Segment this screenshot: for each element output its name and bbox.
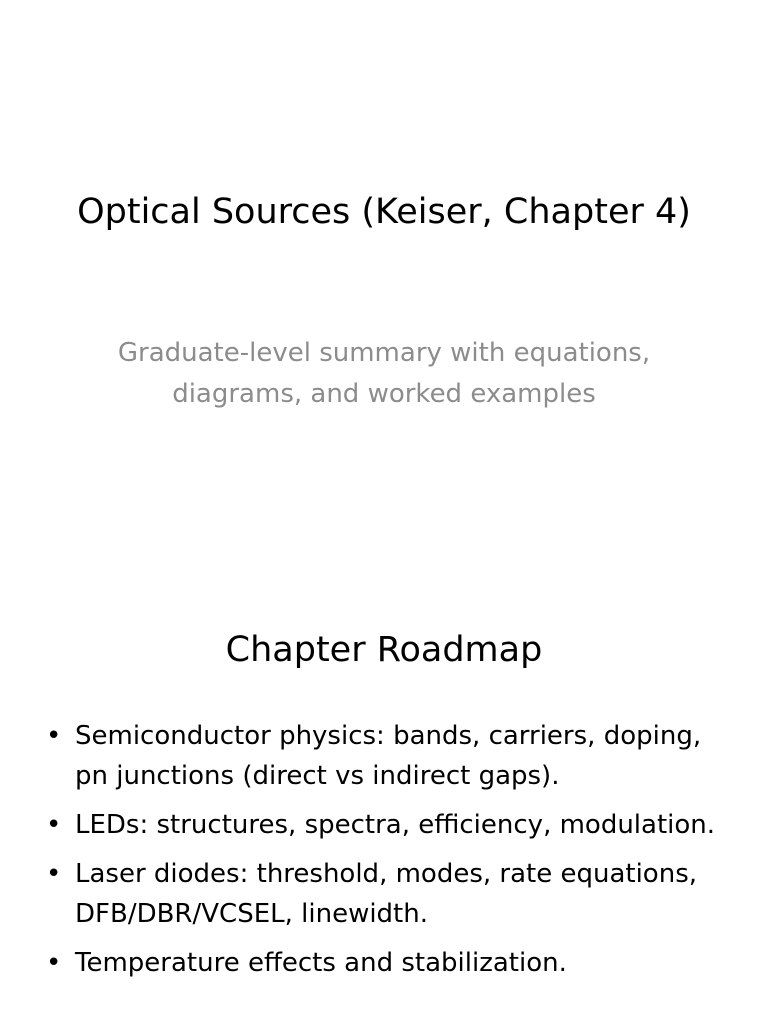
roadmap-title: Chapter Roadmap — [225, 630, 543, 670]
slide-title: Optical Sources (Keiser, Chapter 4) — [77, 192, 691, 232]
roadmap-bullet-list — [40, 716, 720, 992]
slide-subtitle: Graduate-level summary with equations, diagrams, and worked examples — [117, 338, 651, 409]
roadmap-slide — [0, 576, 768, 1024]
bullet-text: Semiconductor physics: bands, carriers, doping, pn junctions (direct vs indirect gaps). — [75, 721, 702, 791]
bullet-icon: • — [46, 810, 62, 840]
bullet-text: Laser diodes: threshold, modes, rate equations, DFB/DBR/VCSEL, linewidth. — [75, 859, 698, 929]
bullet-item-leds — [40, 805, 720, 845]
bullet-text: LEDs: structures, spectra, efficiency, modulation. — [75, 810, 716, 840]
bullet-icon: • — [46, 859, 62, 889]
bullet-icon: • — [46, 948, 62, 978]
bullet-icon: • — [46, 721, 62, 751]
bullet-text: Temperature effects and stabilization. — [75, 948, 567, 978]
bullet-item-semiconductor — [40, 716, 720, 796]
bullet-item-laser-diodes — [40, 854, 720, 934]
bullet-item-temperature — [40, 943, 720, 983]
